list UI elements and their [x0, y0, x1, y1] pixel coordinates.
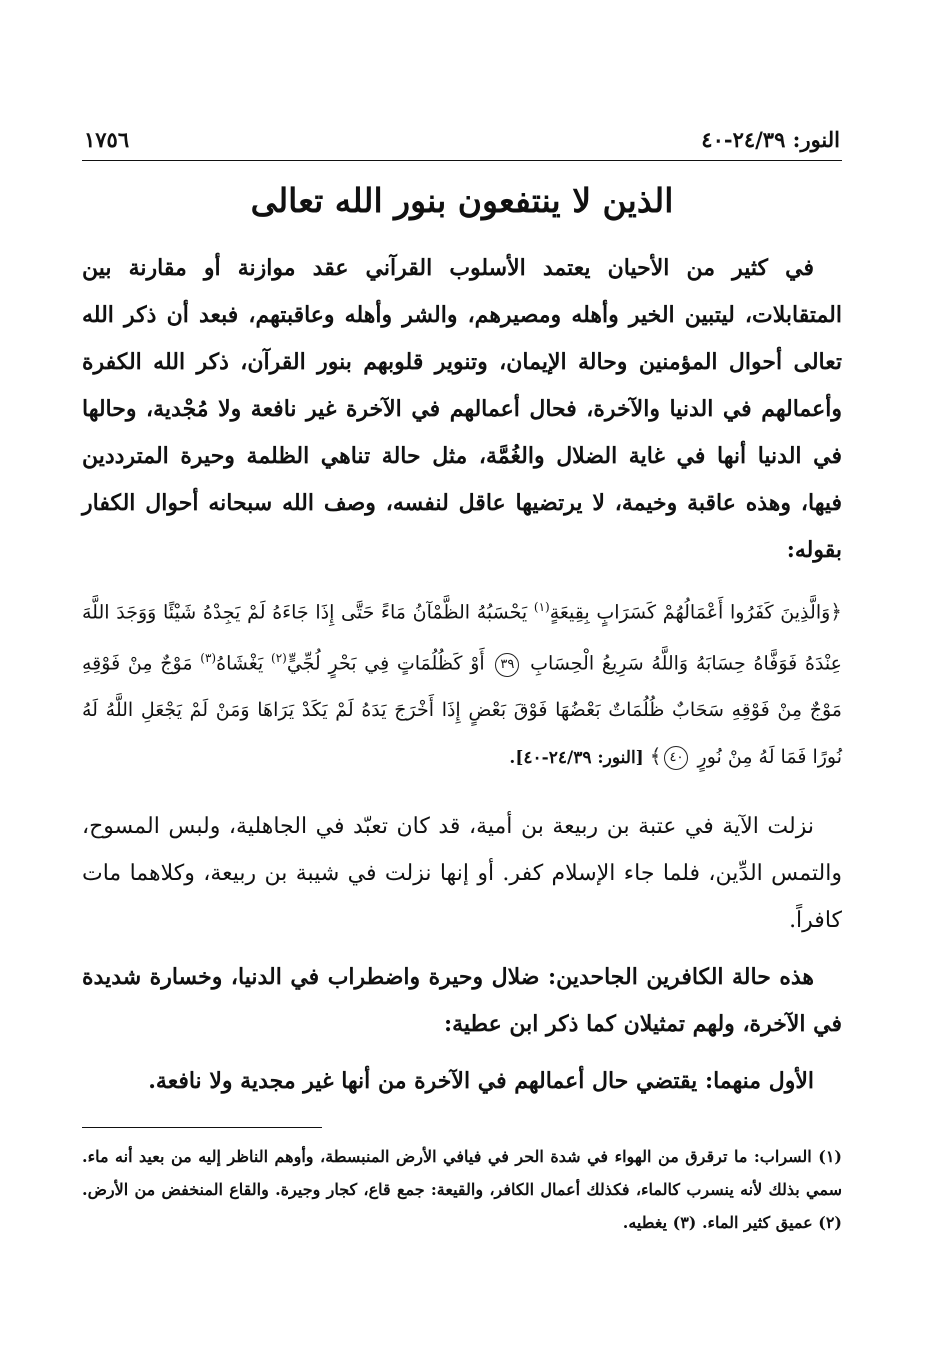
footnotes: (١) السراب: ما ترقرق من الهواء في شدة الحر في فيافي الأرض المنبسطة، وأوهم الناظر إليه من بعيد أنه ماء. سمي بذلك لأنه ينسرب كالماء، فكذلك أعمال الكافر، والقيعة: جمع قاع، كجار وجيرة. والقاع المنخفض من الأرض. (٢) عميق كثير الماء. (٣) يغطيه.: [82, 1146, 842, 1232]
ayah-number-40: ٤٠: [664, 746, 688, 770]
page-number: ١٧٥٦: [84, 127, 130, 152]
state-paragraph: هذه حالة الكافرين الجاحدين: ضلال وحيرة واضطراب في الدنيا، وخسارة شديدة في الآخرة، ولهم تمثيلان كما ذكر ابن عطية:: [82, 963, 842, 1037]
verse-reference: [النور: ٢٤/٣٩-٤٠].: [509, 747, 644, 768]
first-example-paragraph: الأول منهما: يقتضي حال أعمالهم في الآخرة من أنها غير مجدية ولا نافعة.: [148, 1067, 814, 1094]
verse-open-bracket: ﴿: [830, 599, 842, 624]
book-page: [82, 120, 842, 1239]
surah-reference: النور: ٢٤/٣٩-٤٠: [701, 127, 840, 152]
verse-40-part-2: يَغْشَاهُ: [216, 652, 271, 675]
ayah-number-39: ٣٩: [495, 653, 519, 677]
footnote-marker-2: (٢): [271, 651, 287, 666]
verse-40-part-3: مَوْجٌ مِنْ فَوْقِهِ مَوْجٌ مِنْ فَوْقِهِ سَحَابٌ ظُلُمَاتٌ بَعْضُهَا فَوْقَ بَعْضٍ إِذَا أَخْرَجَ يَدَهُ لَمْ يَكَدْ يَرَاهَا وَمَنْ لَمْ يَجْعَلِ اللَّهُ لَهُ نُورًا فَمَا لَهُ مِنْ نُورٍ: [82, 652, 842, 768]
verse-39-part-1: وَالَّذِينَ كَفَرُوا أَعْمَالُهُمْ كَسَرَابٍ بِقِيعَةٍ: [549, 601, 831, 624]
verse-40-part-1: أَوْ كَظُلُمَاتٍ فِي بَحْرٍ لُجِّيٍّ: [286, 652, 493, 675]
verse-39-part-2: يَحْسَبُهُ الظَّمْآنُ مَاءً حَتَّى إِذَا جَاءَهُ لَمْ يَجِدْهُ شَيْئًا وَوَجَدَ اللَّهَ عِنْدَهُ فَوَفَّاهُ حِسَابَهُ وَاللَّهُ سَرِيعُ الْحِسَابِ: [82, 601, 843, 675]
section-title: الذين لا ينتفعون بنور الله تعالى: [250, 181, 674, 220]
revelation-paragraph: نزلت الآية في عتبة بن ربيعة بن أمية، قد كان تعبّد في الجاهلية، ولبس المسوح، والتمس الدِّين، فلما جاء الإسلام كفر. أو إنها نزلت في شيبة بن ربيعة، وكلاهما مات كافراً.: [82, 813, 842, 933]
intro-paragraph: في كثير من الأحيان يعتمد الأسلوب القرآني عقد موازنة أو مقارنة بين المتقابلات، ليتبين الخير وأهله ومصيرهم، والشر وأهله وعاقبتهم، فبعد أن ذكر الله تعالى أحوال المؤمنين وحالة الإيمان، وتنوير قلوبهم بنور القرآن، ذكر الله الكفرة وأعمالهم في الدنيا والآخرة، فحال أعمالهم في الآخرة غير نافعة ولا مُجْدية، وحالها في الدنيا أنها في غاية الضلال والغُمَّة، مثل حالة تناهي الظلمة وحيرة المترددين فيها، وهذه عاقبة وخيمة، لا يرتضيها عاقل لنفسه، وصف الله سبحانه أحوال الكفار بقوله:: [82, 255, 842, 563]
footnote-marker-3: (٣): [200, 651, 217, 666]
quran-verses: [82, 584, 842, 789]
running-header: [82, 120, 842, 161]
verse-close-bracket: ﴾: [649, 743, 662, 768]
footnote-divider: [82, 1127, 322, 1128]
footnote-marker-1: (١): [533, 600, 550, 614]
